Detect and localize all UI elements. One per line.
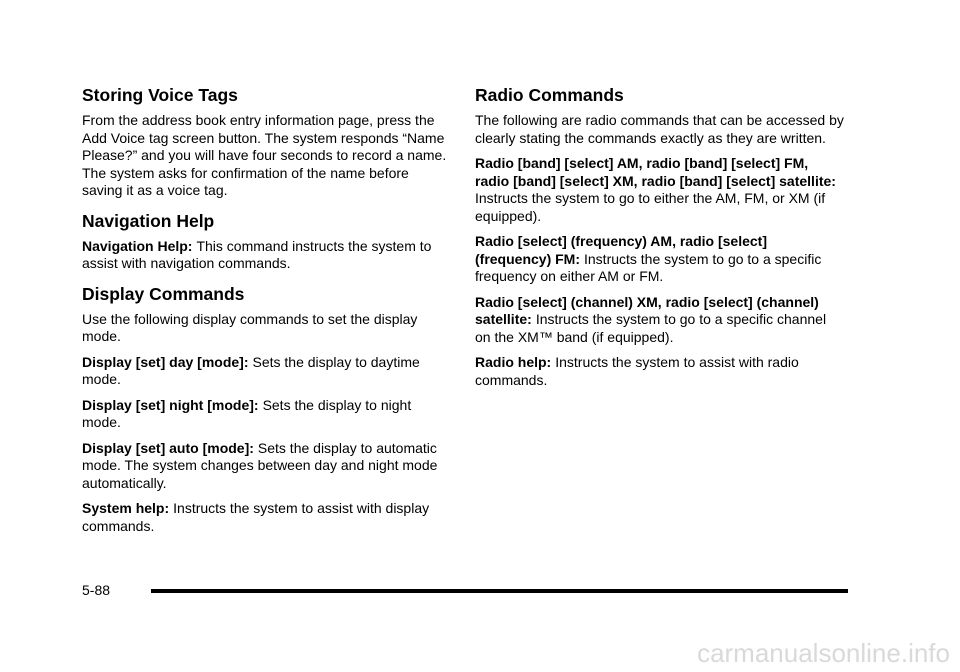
heading-navigation-help: Navigation Help [82, 210, 215, 231]
display-night-entry [82, 397, 452, 432]
command-description: This command instructs the system to assist with navigation commands. [82, 237, 432, 271]
command-term: Display [set] auto [mode]: [82, 439, 254, 456]
radio-help-entry [475, 354, 845, 389]
watermark: carmanualsonline.info [697, 638, 950, 668]
radio-channel-entry [475, 294, 845, 347]
system-help-entry [82, 500, 452, 535]
radio-commands-intro: The following are radio commands that can be accessed by clearly stating the commands exactly as they are written. [475, 112, 844, 146]
command-description: Instructs the system to go to a specific frequency on either AM or FM. [475, 250, 822, 284]
heading-display-commands: Display Commands [82, 283, 245, 304]
command-term: Display [set] day [mode]: [82, 353, 249, 370]
command-term: System help: [82, 500, 170, 516]
page-number: 5-88 [82, 582, 111, 598]
command-description: Instructs the system to assist with display commands. [82, 500, 430, 534]
heading-storing-voice-tags: Storing Voice Tags [82, 85, 238, 105]
navigation-help-entry [82, 238, 452, 273]
display-commands-intro: Use the following display commands to set the display mode. [82, 310, 418, 344]
command-description: Instructs the system to assist with radio commands. [475, 354, 799, 388]
command-description: Instructs the system to go to either the AM, FM, or XM (if equipped). [475, 190, 826, 224]
heading-radio-commands: Radio Commands [475, 85, 624, 105]
command-description: Instructs the system to go to a specific channel on the XM™ band (if equipped). [475, 311, 827, 345]
command-term: Radio help: [475, 354, 552, 370]
display-day-entry [82, 354, 452, 389]
command-term: Radio [select] (channel) XM, radio [select] (channel) satellite: [475, 293, 819, 327]
command-term: Radio [band] [select] AM, radio [band] [select] FM, radio [band] [select] XM, radio [band] [select] satellite: [475, 155, 836, 189]
command-term: Navigation Help: [82, 237, 193, 254]
left-column [82, 84, 452, 543]
footer-rule [151, 589, 848, 593]
command-description: Sets the display to night mode. [82, 396, 412, 430]
storing-voice-tags-body: From the address book entry information page, press the Add Voice tag screen button. The system responds “Name Please?” and you will have four seconds to record a name. The system asks for confirmation of the name before saving it as a voice tag. [82, 112, 447, 198]
command-description: Sets the display to daytime mode. [82, 353, 420, 387]
radio-band-entry [475, 155, 845, 225]
command-term: Display [set] night [mode]: [82, 396, 259, 413]
command-term: Radio [select] (frequency) AM, radio [select] (frequency) FM: [475, 233, 767, 267]
radio-frequency-entry [475, 233, 845, 286]
display-auto-entry [82, 440, 452, 493]
command-description: Sets the display to automatic mode. The system changes between day and night mode automatically. [82, 439, 438, 491]
right-column [475, 84, 845, 397]
